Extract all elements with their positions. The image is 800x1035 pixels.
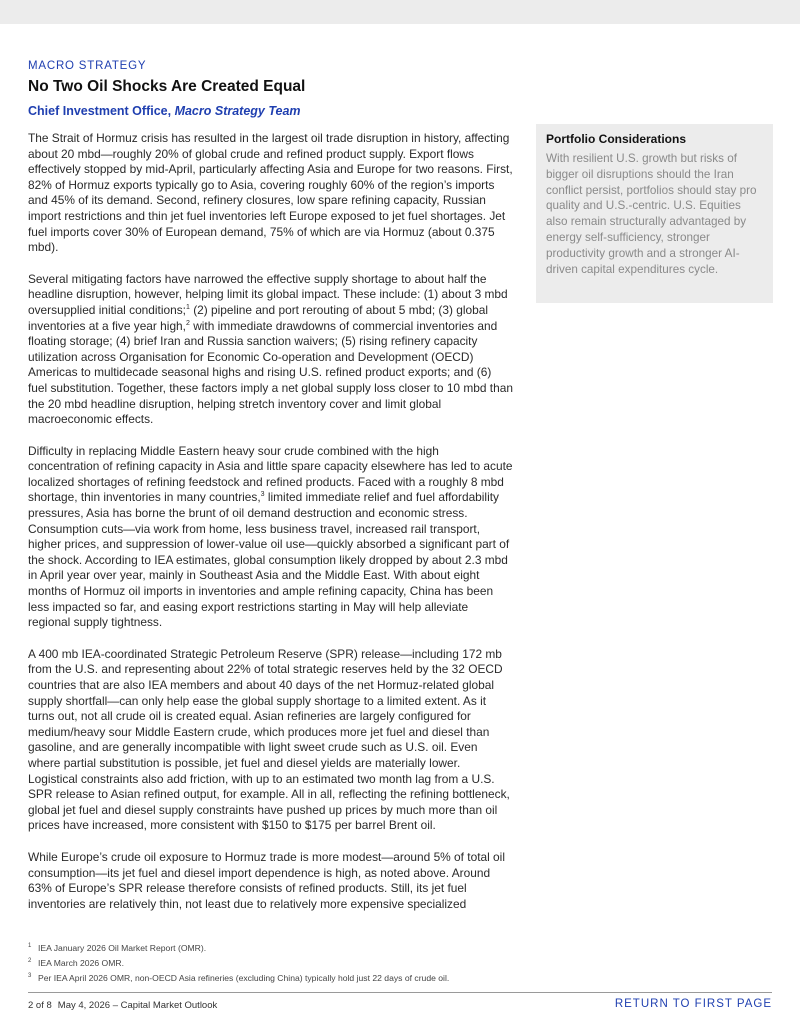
paragraph-2-part-c: with immediate drawdowns of commercial inventories and floating storage; (4) brief Iran and Russia sanction waivers; (5) rising refinery capacity utilization across Organisation for Economic Co-operation and Development (OECD) Americas to multidecade seasonal highs and rising U.S. refined product exports; and (6) fuel substitution. Together, these factors imply a net global supply loss closer to 10 mbd than the 20 mbd headline disruption, helping stretch inventory cover and limit global macroeconomic effects.: [28, 318, 513, 427]
paragraph-1: The Strait of Hormuz crisis has resulted in the largest oil trade disruption in history, affecting about 20 mbd—roughly 20% of global crude and refined product supply. Export flows effectively stopped by mid-April, particularly affecting Asia and Europe for two reasons. First, 82% of Hormuz exports typically go to Asia, covering roughly 60% of the region’s imports and 45% of its demand. Second, refinery closures, low spare refining capacity, Russian import restrictions and thin jet fuel inventories left Europe exposed to jet fuel shortages. Jet fuel imports cover 30% of European demand, 75% of which are via Hormuz (about 0.375 mbd).: [28, 131, 513, 255]
portfolio-considerations-box: [536, 124, 773, 303]
paragraph-3: [28, 444, 513, 631]
paragraph-3-part-b: limited immediate relief and fuel affordability pressures, Asia has borne the brunt of oil demand destruction and economic stress. Consumption cuts—via work from home, less business travel, increased rail transport, higher prices, and suppression of lower-value oil use—quickly absorbed a significant part of the shock. According to IEA estimates, global consumption likely dropped by about 2.3 mbd in April year over year, mainly in Southeast Asia and the Middle East. With about eight months of Hormuz oil imports in inventories and ample refining capacity, China has been less impacted so far, and easing export restrictions starting in May will help alleviate regional supply tightness.: [28, 490, 510, 630]
page-number: 2 of 8: [28, 1000, 52, 1011]
paragraph-2-part-b: (2) pipeline and port rerouting of about 5 mbd; (3) global inventories at a five year high,: [28, 302, 488, 333]
sidebar-heading: Portfolio Considerations: [546, 132, 687, 146]
article-body: [28, 131, 513, 928]
paragraph-2: [28, 272, 513, 428]
paragraph-2-part-a: Several mitigating factors have narrowed the effective supply shortage to about half the headline disruption, however, helping limit its global impact. These include: (1) about 3 mbd oversupplied initial conditions;: [28, 271, 508, 317]
footnote-3: [28, 971, 768, 986]
return-to-first-page-link[interactable]: RETURN TO FIRST PAGE: [614, 998, 772, 1010]
paragraph-3-part-a: Difficulty in replacing Middle Eastern heavy sour crude combined with the high concentration of refining capacity in Asia and little spare capacity elsewhere has led to acute localized shortages of refining feedstock and refined products. Faced with a roughly 8 mbd shortage, thin inventories in many countries,: [28, 443, 513, 505]
footnote-number: 1: [28, 943, 32, 949]
publication-date: May 4, 2026 – Capital Market Outlook: [57, 1000, 218, 1011]
footnote-text: IEA January 2026 Oil Market Report (OMR).: [38, 943, 207, 953]
footnote-text: IEA March 2026 OMR.: [38, 958, 124, 968]
footnote-ref-1[interactable]: 1: [185, 303, 190, 311]
sidebar-text: With resilient U.S. growth but risks of bigger oil disruptions should the Iran conflict persist, portfolios should stay pro quality and U.S.-centric. U.S. Equities also remain structurally advantaged by energy self-sufficiency, stronger productivity growth and a stronger AI-driven capital expenditures cycle.: [546, 152, 757, 276]
footnote-ref-3[interactable]: 3: [260, 491, 265, 499]
footnote-text: Per IEA April 2026 OMR, non-OECD Asia refineries (excluding China) typically hold just 22 days of crude oil.: [38, 973, 450, 983]
byline-team: Macro Strategy Team: [174, 104, 301, 118]
footnote-number: 2: [28, 958, 32, 964]
footer-divider: [28, 992, 772, 993]
footnote-1: [28, 941, 768, 956]
paragraph-5: While Europe’s crude oil exposure to Hormuz trade is more modest—around 5% of total oil consumption—its jet fuel and diesel import dependence is high, as noted above. Around 63% of Europe’s SPR release therefore consists of refined products. Still, its jet fuel inventories are relatively thin, not least due to relatively more expensive specialized: [28, 849, 505, 911]
footnotes: [28, 941, 768, 986]
section-kicker: MACRO STRATEGY: [28, 60, 147, 72]
top-band: [0, 0, 800, 24]
footer-info: [28, 1000, 223, 1011]
byline: [28, 104, 301, 118]
footnote-2: [28, 956, 768, 971]
page-title: No Two Oil Shocks Are Created Equal: [28, 78, 306, 95]
footnote-number: 3: [28, 973, 32, 979]
byline-org: Chief Investment Office,: [28, 104, 175, 118]
paragraph-4: A 400 mb IEA-coordinated Strategic Petroleum Reserve (SPR) release—including 172 mb from the U.S. and representing about 22% of total strategic reserves held by the 32 OECD countries that are also IEA members and about 40 days of the net Hormuz-related global supply shortfall—can only help ease the global supply shortage to a limited extent. As it turns out, not all crude oil is created equal. Asian refineries are largely configured for medium/heavy sour Middle Eastern crude, which produces more jet fuel and diesel than gasoline, and are generally incompatible with light sweet crude such as U.S. oil. Even where partial substitution is possible, jet fuel and diesel yields are materially lower. Logistical constraints also add friction, with up to an estimated two month lag from a U.S. SPR release to Asian refined output, for example. All in all, reflecting the refining bottleneck, global jet fuel and diesel supply constraints have pushed up prices by much more than oil prices have increased, more consistent with $150 to $175 per barrel Brent oil.: [28, 646, 510, 833]
footnote-ref-2[interactable]: 2: [185, 319, 190, 327]
